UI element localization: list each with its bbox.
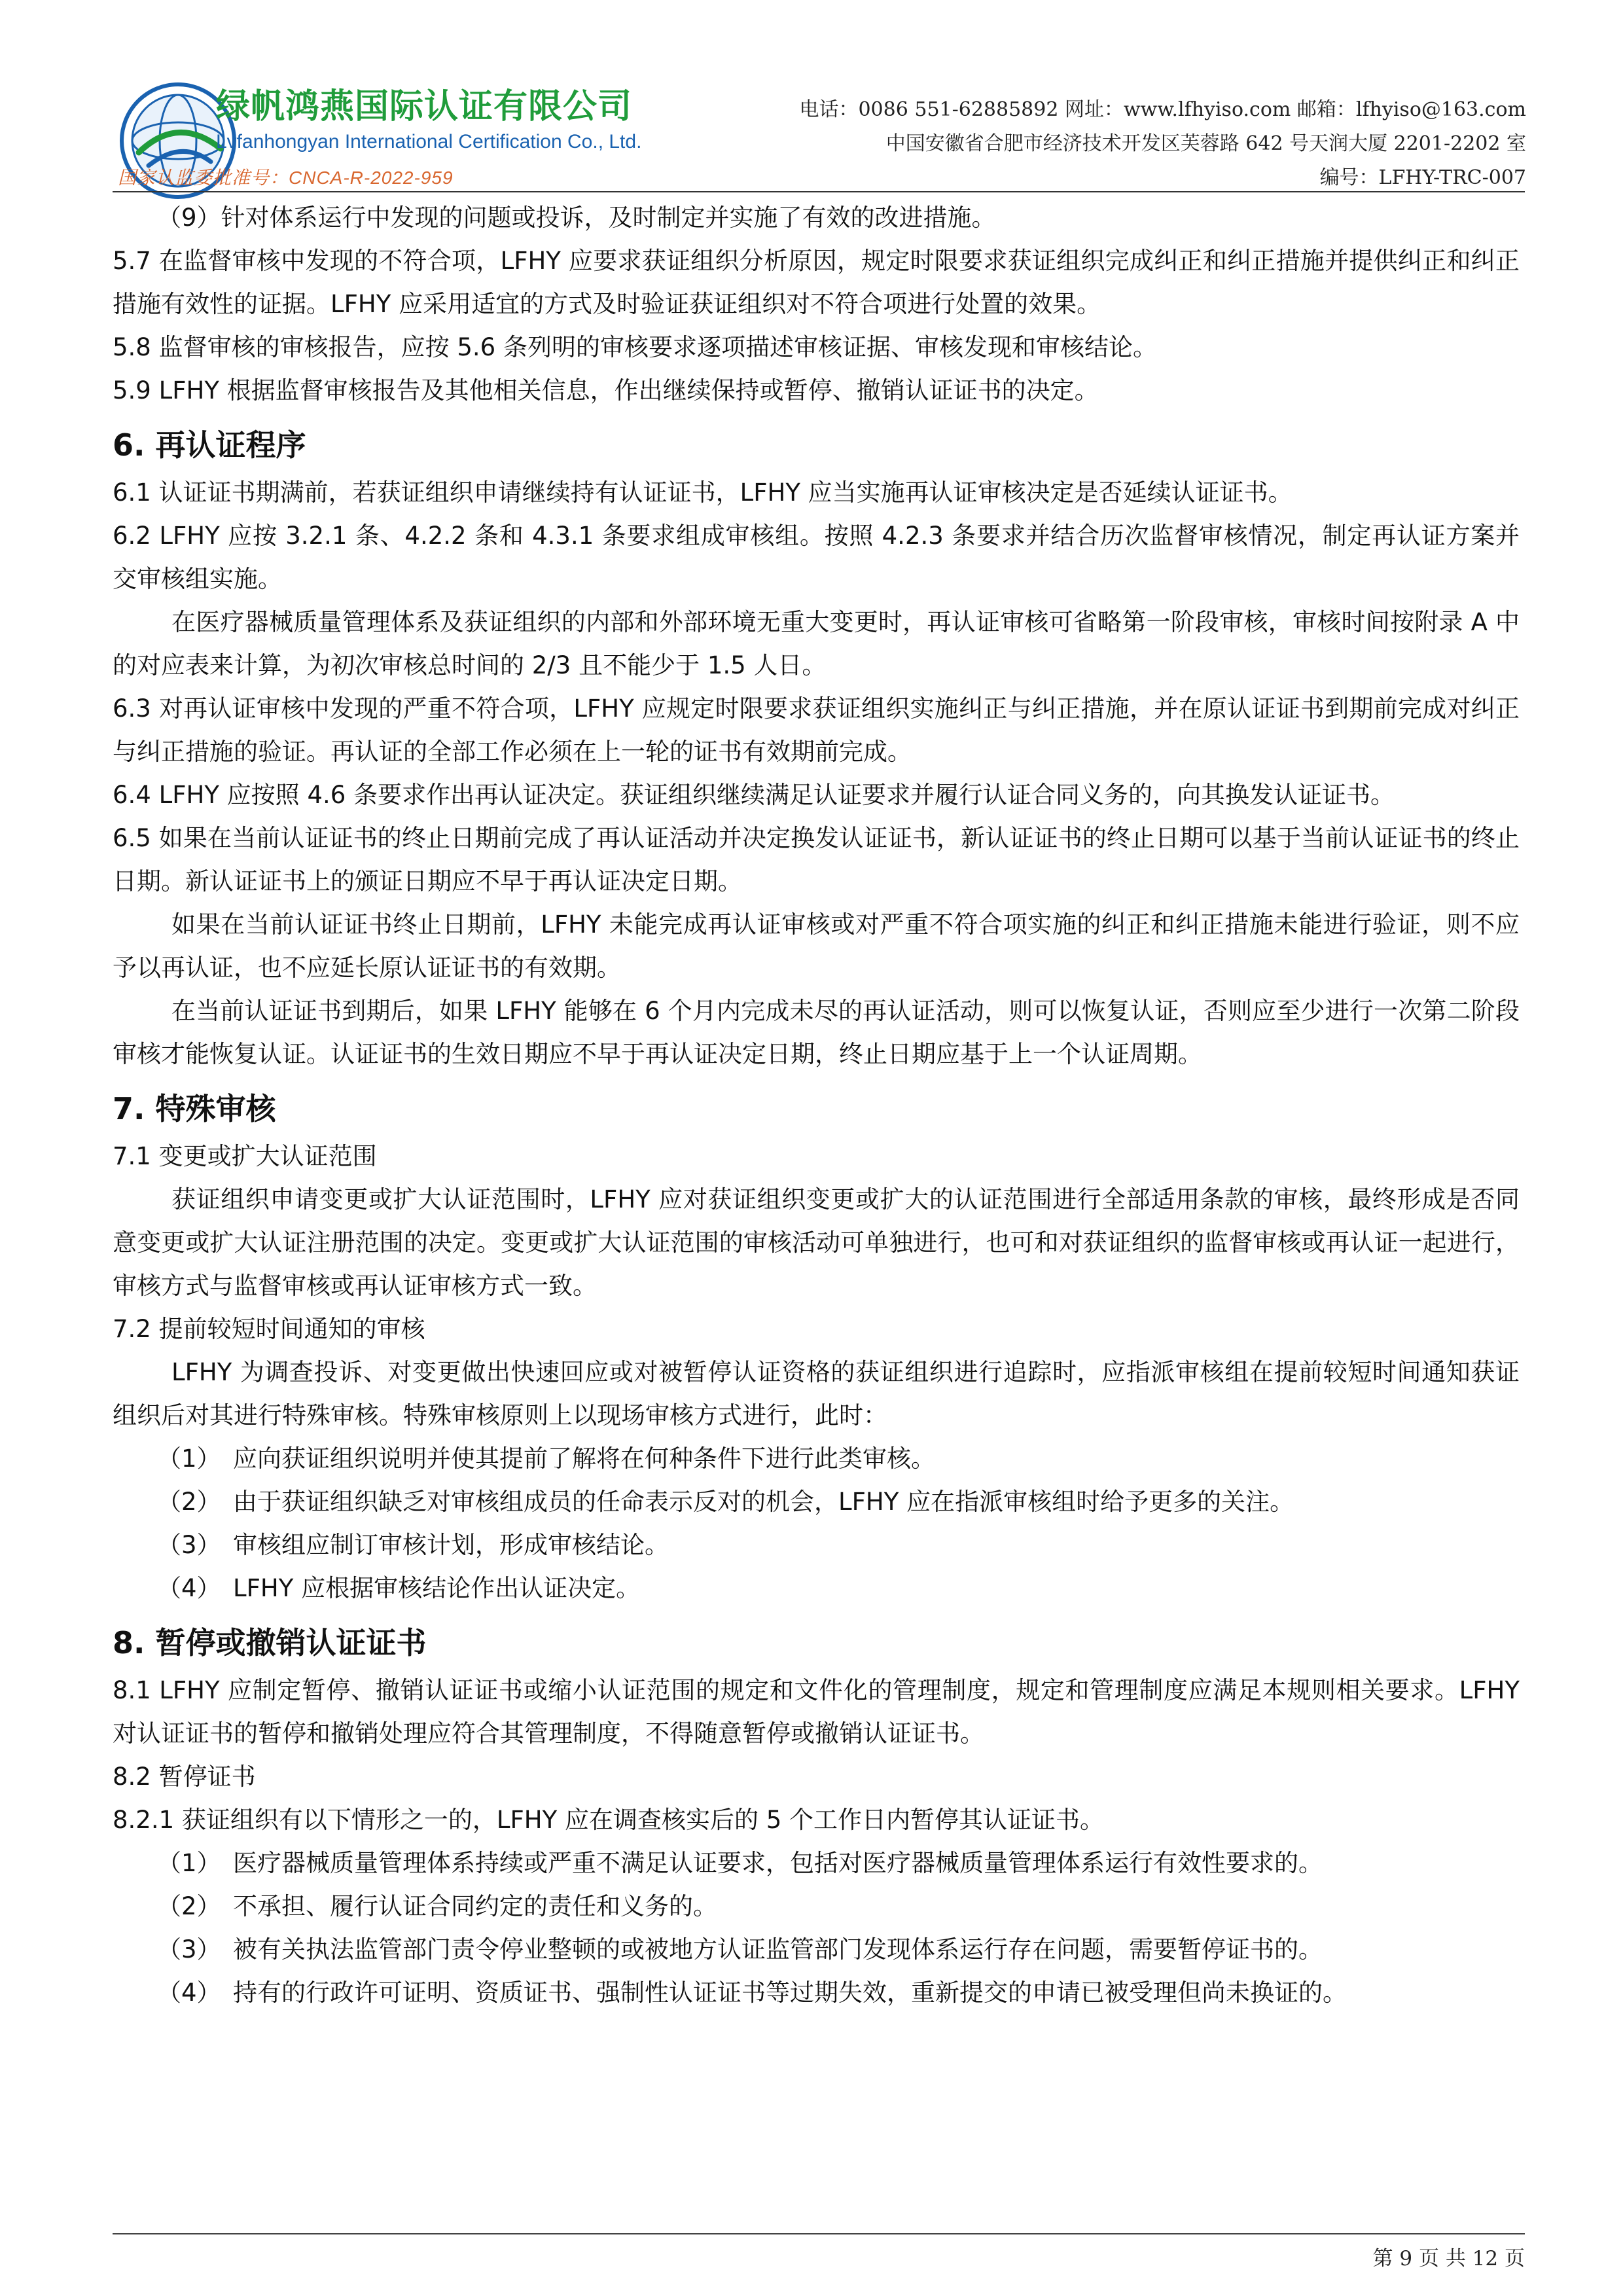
paragraph-8-2-1: 8.2.1 获证组织有以下情形之一的，LFHY 应在调查核实后的 5 个工作日内暂停其认证证书。 (113, 1806, 1105, 1834)
page-number: 第 9 页 共 12 页 (1372, 2247, 1525, 2270)
paragraph-6-5-continued-2: 在当前认证证书到期后，如果 LFHY 能够在 6 个月内完成未尽的再认证活动，则可以恢复认证，否则应至少进行一次第二阶段审核才能恢复认证。认证证书的生效日期应不早于再认证决定日期，终止日期应基于上一个认证周期。 (113, 997, 1520, 1068)
contact-phone-web-email: 电话：0086 551-62885892 网址：www.lfhyiso.com 邮箱：lfhyiso@163.com (799, 98, 1526, 121)
list-item-7-2-3: （3） 审核组应制订审核计划，形成审核结论。 (157, 1531, 669, 1559)
paragraph-6-2: 6.2 LFHY 应按 3.2.1 条、4.2.2 条和 4.3.1 条要求组成审核组。按照 4.2.3 条要求并结合历次监督审核情况，制定再认证方案并交审核组实施。 (113, 522, 1520, 593)
paragraph-item-9: （9）针对体系运行中发现的问题或投诉，及时制定并实施了有效的改进措施。 (157, 204, 996, 232)
list-item-7-2-4: （4） LFHY 应根据审核结论作出认证决定。 (157, 1574, 641, 1602)
footer-divider (113, 2233, 1525, 2234)
paragraph-5-9: 5.9 LFHY 根据监督审核报告及其他相关信息，作出继续保持或暂停、撤销认证证书的决定。 (113, 376, 1099, 404)
paragraph-6-2-continued: 在医疗器械质量管理体系及获证组织的内部和外部环境无重大变更时，再认证审核可省略第一阶段审核，审核时间按附录 A 中的对应表来计算，为初次审核总时间的 2/3 且不能少于 1.5 人日。 (113, 608, 1520, 679)
header-divider (113, 191, 1525, 192)
company-name-en: Lvfanhongyan International Certification Co., Ltd. (216, 131, 642, 152)
subheading-7-1: 7.1 变更或扩大认证范围 (113, 1142, 377, 1170)
paragraph-6-4: 6.4 LFHY 应按照 4.6 条要求作出再认证决定。获证组织继续满足认证要求并履行认证合同义务的，向其换发认证证书。 (113, 781, 1395, 809)
paragraph-6-1: 6.1 认证证书期满前，若获证组织申请继续持有认证证书，LFHY 应当实施再认证审核决定是否延续认证证书。 (113, 478, 1293, 507)
document-header (0, 0, 1623, 196)
list-item-7-2-1: （1） 应向获证组织说明并使其提前了解将在何种条件下进行此类审核。 (157, 1444, 936, 1473)
approval-number: 国家认监委批准号：CNCA-R-2022-959 (118, 168, 454, 188)
subheading-8-2: 8.2 暂停证书 (113, 1763, 256, 1791)
company-name-cn: 绿帆鸿燕国际认证有限公司 (216, 87, 633, 126)
contact-address: 中国安徽省合肥市经济技术开发区芙蓉路 642 号天润大厦 2201-2202 室 (885, 132, 1526, 155)
section-heading-8: 8. 暂停或撤销认证证书 (113, 1625, 427, 1660)
paragraph-6-5: 6.5 如果在当前认证证书的终止日期前完成了再认证活动并决定换发认证证书，新认证证书的终止日期可以基于当前认证证书的终止日期。新认证证书上的颁证日期应不早于再认证决定日期。 (113, 824, 1520, 895)
paragraph-6-3: 6.3 对再认证审核中发现的严重不符合项，LFHY 应规定时限要求获证组织实施纠正与纠正措施，并在原认证证书到期前完成对纠正与纠正措施的验证。再认证的全部工作必须在上一轮的证书有效期前完成。 (113, 694, 1520, 766)
paragraph-6-5-continued-1: 如果在当前认证证书终止日期前，LFHY 未能完成再认证审核或对严重不符合项实施的纠正和纠正措施未能进行验证，则不应予以再认证，也不应延长原认证证书的有效期。 (113, 910, 1520, 982)
paragraph-7-2: LFHY 为调查投诉、对变更做出快速回应或对被暂停认证资格的获证组织进行追踪时，应指派审核组在提前较短时间通知获证组织后对其进行特殊审核。特殊审核原则上以现场审核方式进行，此时： (113, 1358, 1520, 1429)
paragraph-7-1: 获证组织申请变更或扩大认证范围时，LFHY 应对获证组织变更或扩大的认证范围进行全部适用条款的审核，最终形成是否同意变更或扩大认证注册范围的决定。变更或扩大认证范围的审核活动可单独进行，也可和对获证组织的监督审核或再认证一起进行，审核方式与监督审核或再认证审核方式一致。 (113, 1185, 1520, 1300)
paragraph-8-1: 8.1 LFHY 应制定暂停、撤销认证证书或缩小认证范围的规定和文件化的管理制度，规定和管理制度应满足本规则相关要求。LFHY 对认证证书的暂停和撤销处理应符合其管理制度，不得随意暂停或撤销认证证书。 (113, 1676, 1520, 1748)
list-item-8-2-1-4: （4） 持有的行政许可证明、资质证书、强制性认证证书等过期失效，重新提交的申请已被受理但尚未换证的。 (157, 1979, 1347, 2007)
document-body (113, 196, 1520, 2015)
paragraph-5-8: 5.8 监督审核的审核报告，应按 5.6 条列明的审核要求逐项描述审核证据、审核发现和审核结论。 (113, 333, 1157, 361)
section-heading-7: 7. 特殊审核 (113, 1091, 276, 1126)
document-number: 编号：LFHY-TRC-007 (1319, 166, 1526, 189)
list-item-8-2-1-2: （2） 不承担、履行认证合同约定的责任和义务的。 (157, 1892, 718, 1920)
section-heading-6: 6. 再认证程序 (113, 427, 306, 463)
paragraph-5-7: 5.7 在监督审核中发现的不符合项，LFHY 应要求获证组织分析原因，规定时限要求获证组织完成纠正和纠正措施并提供纠正和纠正措施有效性的证据。LFHY 应采用适宜的方式及时验证获证组织对不符合项进行处置的效果。 (113, 247, 1520, 318)
list-item-8-2-1-3: （3） 被有关执法监管部门责令停业整顿的或被地方认证监管部门发现体系运行存在问题，需要暂停证书的。 (157, 1935, 1323, 1964)
subheading-7-2: 7.2 提前较短时间通知的审核 (113, 1315, 425, 1343)
list-item-7-2-2: （2） 由于获证组织缺乏对审核组成员的任命表示反对的机会，LFHY 应在指派审核组时给予更多的关注。 (157, 1488, 1294, 1516)
contact-block (799, 93, 1526, 195)
list-item-8-2-1-1: （1） 医疗器械质量管理体系持续或严重不满足认证要求，包括对医疗器械质量管理体系运行有效性要求的。 (157, 1849, 1323, 1877)
